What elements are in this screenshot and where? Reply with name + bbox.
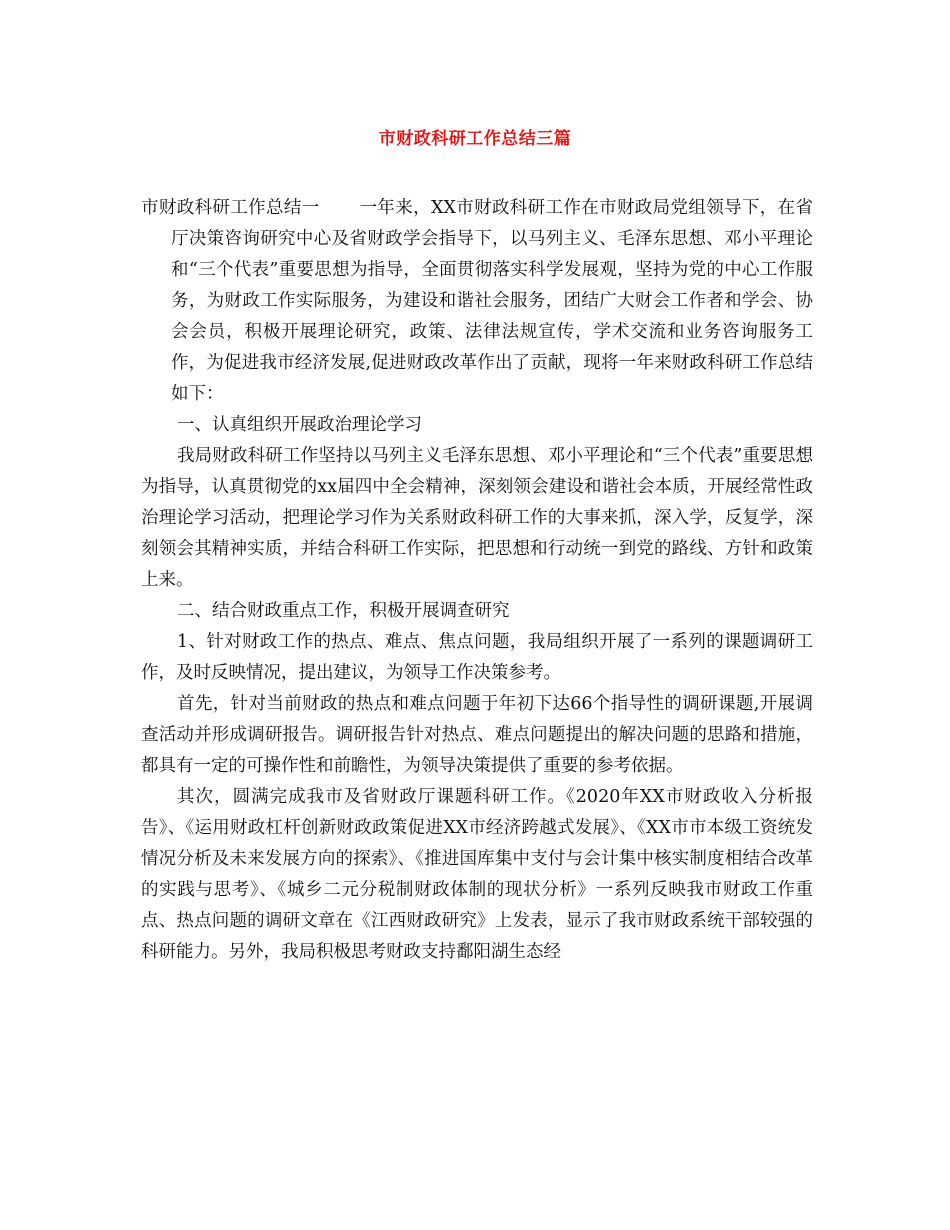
section-heading-1: 一、认真组织开展政治理论学习 xyxy=(177,415,422,435)
intro-lead: 市财政科研工作总结一 xyxy=(141,198,320,218)
paragraph-3: 首先，针对当前财政的热点和难点问题于年初下达66个指导性的调研课题,开展调查活动并形成调研报告。调研报告针对热点、难点问题提出的解决问题的思路和措施，都具有一定的可操作性和前瞻性，为领导决策提供了重要的参考依据。 xyxy=(141,694,813,776)
paragraph-2: 1、针对财政工作的热点、难点、焦点问题，我局组织开展了一系列的课题调研工作，及时反映情况，提出建议，为领导工作决策参考。 xyxy=(141,632,813,683)
section-heading-2: 二、结合财政重点工作，积极开展调查研究 xyxy=(177,601,510,621)
intro-paragraph xyxy=(141,193,813,410)
paragraph-4: 其次，圆满完成我市及省财政厅课题科研工作。《2020年XX市财政收入分析报告》、《运用财政杠杆创新财政政策促进XX市经济跨越式发展》、《XX市市本级工资统发情况分析及未来发展方向的探索》、《推进国库集中支付与会计集中核实制度相结合改革的实践与思考》、《城乡二元分税制财政体制的现状分析》一系列反映我市财政工作重点、热点问题的调研文章在《江西财政研究》上发表，显示了我市财政系统干部较强的科研能力。另外，我局积极思考财政支持鄱阳湖生态经 xyxy=(141,787,813,962)
document-body xyxy=(141,193,813,968)
document-title: 市财政科研工作总结三篇 xyxy=(378,129,572,149)
intro-text: 一年来，XX市财政科研工作在市财政局党组领导下，在省厅决策咨询研究中心及省财政学会指导下，以马列主义、毛泽东思想、邓小平理论和“三个代表”重要思想为指导，全面贯彻落实科学发展观，坚持为党的中心工作服务，为财政工作实际服务，为建设和谐社会服务，团结广大财会工作者和学会、协会会员，积极开展理论研究，政策、法律法规宣传，学术交流和业务咨询服务工作，为促进我市经济发展,促进财政改革作出了贡献，现将一年来财政科研工作总结如下： xyxy=(171,198,814,404)
paragraph-1: 我局财政科研工作坚持以马列主义毛泽东思想、邓小平理论和“三个代表”重要思想为指导，认真贯彻党的xx届四中全会精神，深刻领会建设和谐社会本质，开展经常性政治理论学习活动，把理论学习作为关系财政科研工作的大事来抓，深入学，反复学，深刻领会其精神实质，并结合科研工作实际，把思想和行动统一到党的路线、方针和政策上来。 xyxy=(141,446,813,590)
